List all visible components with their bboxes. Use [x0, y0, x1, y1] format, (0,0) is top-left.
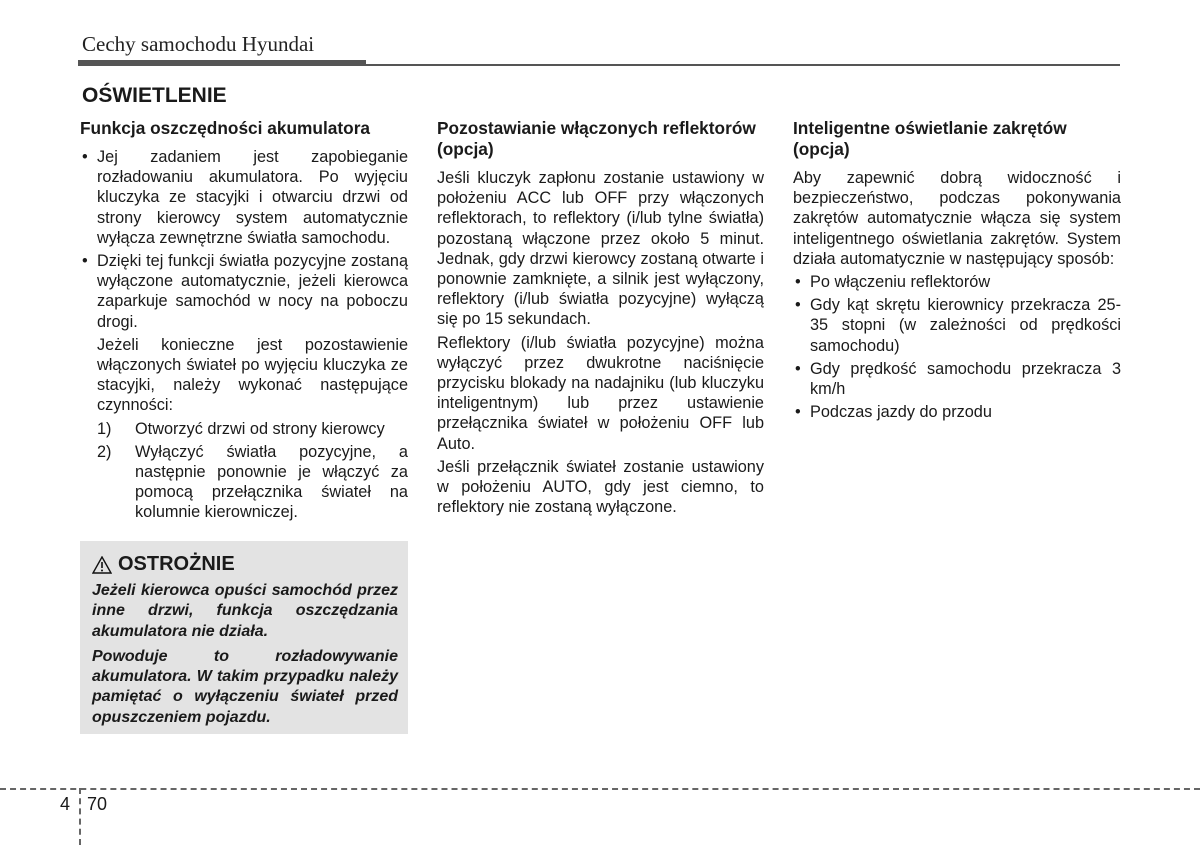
caution-box: [80, 541, 408, 734]
bullet-icon: •: [795, 403, 801, 422]
caution-paragraph: Powoduje to rozładowywanie akumulatora. W takim przypadku należy pamiętać o wyłączeniu świateł przed opuszczeniem pojazdu.: [92, 647, 398, 726]
battery-saver-paragraph: Jeżeli konieczne jest pozostawienie włączonych świateł po wyjęciu kluczyka ze stacyjki, należy wykonać następujące czynności:: [97, 335, 408, 415]
footer-divider: [79, 788, 81, 845]
header-rule: [366, 64, 1120, 66]
headlight-delay-paragraph: Jeśli przełącznik świateł zostanie ustawiony w położeniu AUTO, gdy jest ciemno, to reflektory nie zostaną wyłączone.: [437, 457, 764, 517]
battery-saver-list: [80, 147, 408, 332]
step-item: 1) Otworzyć drzwi od strony kierowcy: [97, 419, 385, 438]
battery-saver-heading: Funkcja oszczędności akumulatora: [80, 118, 371, 138]
caution-paragraph: Jeżeli kierowca opuści samochód przez inne drzwi, funkcja oszczędzania akumulatora nie działa.: [92, 582, 398, 640]
bullet-icon: •: [82, 252, 88, 271]
list-item: • Gdy prędkość samochodu przekracza 3 km/h: [795, 359, 1121, 399]
caution-title: OSTROŻNIE: [118, 553, 235, 575]
column-battery-saver: [80, 118, 408, 526]
cornering-lamps-intro: Aby zapewnić dobrą widoczność i bezpieczeństwo, podczas pokonywania zakrętów automatycznie włącza się system inteligentnego oświetlania zakrętów. System działa automatycznie w następujący sposób:: [793, 169, 1121, 268]
list-item: • Po włączeniu reflektorów: [795, 273, 991, 292]
list-item: • Jej zadaniem jest zapobieganie rozładowaniu akumulatora. Po wyjęciu kluczyka ze stacyjki i otwarciu drzwi od strony kierowcy system automatycznie wyłącza zewnętrzne światła samochodu.: [82, 148, 408, 247]
cornering-lamps-list: [793, 272, 1121, 422]
bullet-icon: •: [795, 359, 801, 378]
headlight-delay-paragraph: Reflektory (i/lub światła pozycyjne) można wyłączyć przez dwukrotne naciśnięcie przycisku blokady na nadajniku (lub kluczyku inteligentnym) lub przez ustawienie przełącznika świateł w położeniu OFF lub Auto.: [437, 333, 764, 453]
cornering-lamps-heading: Inteligentne oświetlanie zakrętów (opcja): [793, 118, 1067, 159]
header-bar: [78, 60, 366, 66]
headlight-delay-paragraph: Jeśli kluczyk zapłonu zostanie ustawiony w położeniu ACC lub OFF przy włączonych reflektorach, to reflektory (i/lub tylne światła) pozostaną włączone przez około 5 minut. Jednak, gdy drzwi kierowcy zostaną otwarte i ponownie zamknięte, a silnik jest wyłączony, reflektory (i/lub światła pozycyjne) wyłączą się po 15 sekundach.: [437, 169, 764, 329]
step-item: 2) Wyłączyć światła pozycyjne, a następnie ponownie je włączyć za pomocą przełącznika świateł na kolumnie kierowniczej.: [97, 442, 408, 522]
list-item: • Podczas jazdy do przodu: [795, 403, 992, 422]
footer-rule: [0, 788, 1200, 790]
warning-triangle-icon: [92, 556, 112, 574]
page-number: 70: [87, 794, 108, 814]
caution-body: [92, 581, 398, 733]
bullet-icon: •: [795, 296, 801, 315]
headlight-delay-heading: Pozostawianie włączonych reflektorów (opcja): [437, 118, 756, 159]
list-item: • Gdy kąt skrętu kierownicy przekracza 25-35 stopni (w zależności od prędkości samochodu): [795, 296, 1121, 355]
column-cornering-lamps: [793, 118, 1121, 425]
page-header-title: Cechy samochodu Hyundai: [82, 32, 315, 56]
bullet-icon: •: [82, 148, 88, 166]
section-title: OŚWIETLENIE: [82, 84, 227, 107]
column-headlight-delay: [437, 118, 764, 520]
list-item: • Dzięki tej funkcji światła pozycyjne zostaną wyłączone automatycznie, jeżeli kierowca zaparkuje samochód w nocy na poboczu drogi.: [82, 252, 408, 331]
caution-header: [92, 553, 235, 576]
bullet-icon: •: [795, 273, 801, 292]
chapter-number: 4: [60, 794, 71, 814]
